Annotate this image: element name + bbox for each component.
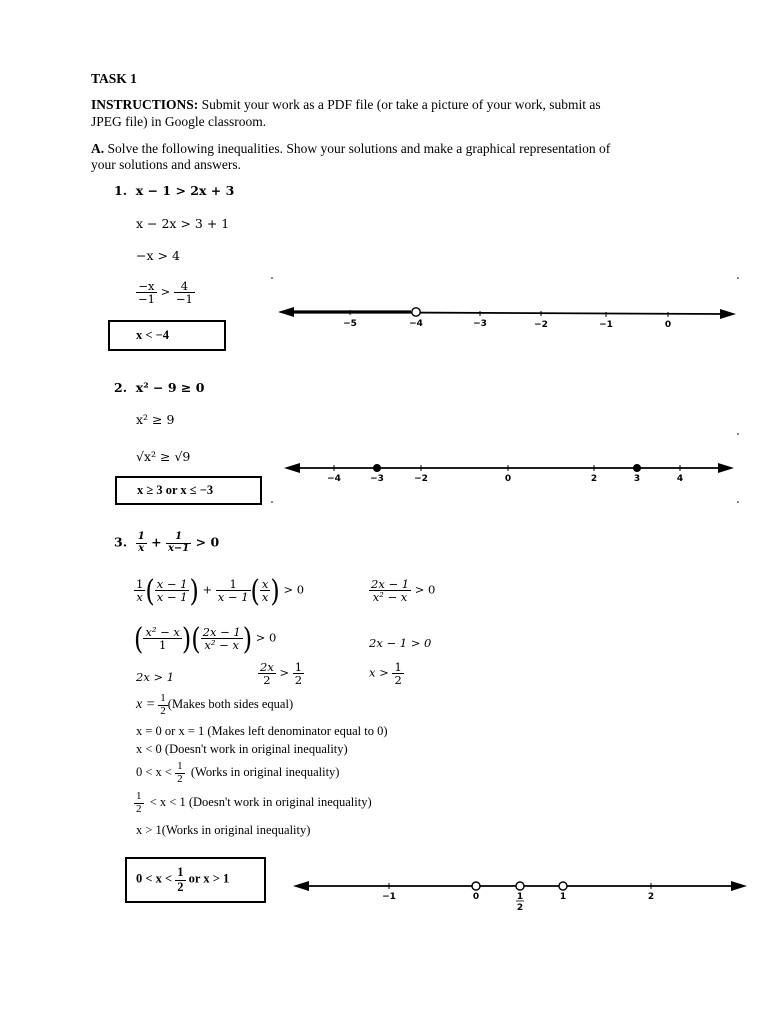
p3-tick-label: 1 (516, 892, 524, 902)
p3-row-3-a: 2x > 1 (136, 670, 175, 684)
p1-number-line (270, 270, 750, 340)
part-a-line-1 (91, 141, 610, 157)
p3-row-2-left: ( $\frac{\text{x² − x}}{1}$ )( $\frac{2x - 1}{\text{x² − x}}$ ) > 0 (134, 621, 277, 657)
p3-line-6: x > 1(Works in original inequality) (136, 823, 311, 837)
p2-tick-label: 3 (633, 474, 641, 484)
problem-2-number: 2. (114, 380, 128, 395)
p1-tick-label: −4 (409, 319, 423, 329)
p1-step-2: −x > 4 (136, 248, 180, 263)
p3-row-3-b: $\frac{2x}{2}$ > $\frac{1}{2}$ (260, 660, 303, 688)
p1-tick-label: −1 (599, 320, 613, 330)
instructions-line-1 (91, 97, 601, 113)
p3-row-1-left: $\frac{1}{x}$ ( $\frac{x - 1}{x - 1}$ ) + $\frac{1}{x - 1}$ ( $\frac{x}{x}$ ) > 0 (136, 573, 305, 609)
p1-tick-label: 0 (664, 320, 672, 330)
p3-number-line (285, 862, 755, 922)
p3-line-4: 0 < x < $\frac{1}{2}$ (Works in original inequality) (136, 760, 340, 785)
p1-step-3: $\frac{-x}{-1}$ > $\frac{4}{-1}$ (138, 279, 193, 307)
p3-tick-label: 1 (559, 892, 567, 902)
problem-1 (114, 183, 234, 198)
part-a-text-1: Solve the following inequalities. Show your solutions and make a graphical representation of (107, 141, 611, 156)
instructions-line-2: JPEG file) in Google classroom. (91, 114, 267, 129)
p2-tick-label: −3 (370, 474, 384, 484)
problem-3-number: 3. (114, 534, 128, 550)
p2-answer: x ≥ 3 or x ≤ −3 (137, 483, 214, 497)
p3-answer-box (125, 857, 266, 903)
p2-step-1: x² ≥ 9 (136, 412, 175, 427)
p1-step-1: x − 2x > 3 + 1 (136, 216, 230, 231)
p3-row-2-right: 2x − 1 > 0 (369, 636, 432, 650)
p2-tick-label: 4 (676, 474, 684, 484)
p3-line-1: x = $\frac{1}{2}$ (Makes both sides equal) (136, 692, 294, 717)
p1-answer: x < −4 (136, 328, 169, 342)
problem-2-statement: x² − 9 ≥ 0 (135, 380, 205, 395)
p3-tick-label: 2 (516, 903, 524, 913)
p3-line-5: $\frac{1}{2}$ < x < 1 (Doesn't work in original inequality) (136, 790, 372, 815)
part-a-label: A. (91, 141, 105, 156)
task-title: TASK 1 (91, 71, 137, 86)
part-a-line-2: your solutions and answers. (91, 157, 241, 172)
p2-tick-label: 0 (504, 474, 512, 484)
problem-3: 3. $\frac{1}{x}$ + $\frac{1}{x-1}$ > 0 (114, 531, 220, 554)
p2-number-line (270, 428, 750, 508)
p2-answer-box (115, 476, 262, 505)
p1-tick-label: −5 (343, 319, 357, 329)
p3-tick-label: −1 (382, 892, 396, 902)
problem-2 (114, 380, 204, 395)
p2-tick-label: −2 (414, 474, 428, 484)
p3-tick-label: 0 (472, 892, 480, 902)
p2-step-2: √x² ≥ √9 (136, 449, 191, 464)
p2-tick-label: −4 (327, 474, 341, 484)
problem-1-statement: x − 1 > 2x + 3 (135, 183, 235, 198)
p3-row-1-right: $\frac{2x - 1}{\text{x² − x}}$ > 0 (371, 577, 436, 605)
p3-row-3-c: x > $\frac{1}{2}$ (369, 660, 402, 688)
problem-1-number: 1. (114, 183, 128, 198)
p1-tick-label: −3 (473, 319, 487, 329)
p3-line-2: x = 0 or x = 1 (Makes left denominator equal to 0) (136, 724, 388, 738)
p3-tick-label: 2 (647, 892, 655, 902)
p1-answer-box (108, 320, 226, 351)
p1-tick-label: −2 (534, 320, 548, 330)
instructions-text-1: Submit your work as a PDF file (or take a picture of your work, submit as (201, 97, 601, 112)
instructions-label: INSTRUCTIONS: (91, 97, 199, 112)
p2-tick-label: 2 (590, 474, 598, 484)
p3-answer: 0 < x < $\frac{1}{2}$ or x > 1 (136, 865, 230, 894)
p3-line-3: x < 0 (Doesn't work in original inequality) (136, 742, 348, 756)
